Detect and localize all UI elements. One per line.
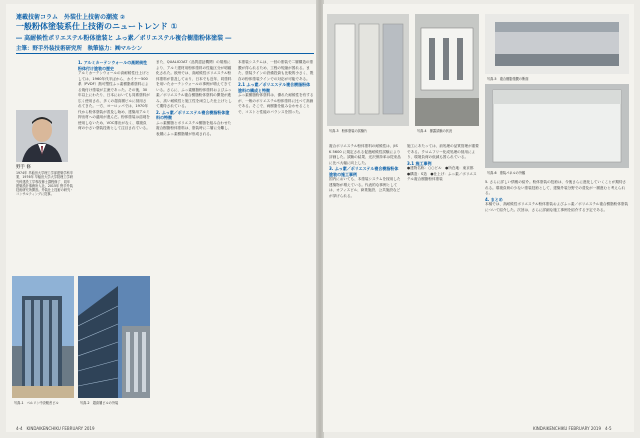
body-text: 施工にあたっては、前処理の品質管理が重要である。クロムフリー化成処理の採用により、環境負荷の低減も図られている。 — [407, 144, 479, 159]
photo-caption: 写真-6 塗装パネルの外観 — [487, 171, 526, 175]
body-text: 国内においても、本塗装システムを採用した建築物が増えている。代表的な事例としては、オフィスビル、商業施設、公共施設などが挙げられる。 — [329, 177, 401, 198]
column-6 — [485, 180, 629, 424]
page-footer: KINDAIKENCHIKU FEBRUARY 2019 4-5 — [533, 426, 612, 431]
article-byline: 主筆：野手外装技術研究所 執筆協力：㈱マルシン — [16, 46, 143, 52]
body-text: アルミカーテンウォールの高耐候性仕上げとしては、1960年代半ばから、カイナー500系（PVDF）熱可塑性ふっ素樹脂系塗料による焼付け塗装が主流であった。その後、30年以上にわたり、日本においても同系塗料が広く使用され、多くの超高層ビルに採用されてきた。一方、ヨーロッパでは、1970年代から粉体塗装が普及し始め、建築用アルミ押出材への適用が進んだ。粉体塗装は溶剤を使用しないため、VOC排出がなく、環境負荷の小さい塗装技術として注目されている。 — [78, 71, 150, 130]
article-title: 一般粉体塗装系仕上技術のニュートレンド ① — [16, 22, 178, 31]
photo-station-building — [12, 276, 74, 398]
column-5 — [407, 144, 479, 424]
photo-test-panels — [327, 14, 409, 126]
photo-caption: 写真-1 ベルリン中央駅舎ビル — [14, 401, 59, 405]
article-subtitle: ― 高耐候性ポリエステル粉体塗装と ふっ素／ポリエステル複合樹脂粉体塗装 ― — [16, 35, 232, 42]
section-heading: 1. アルミカーテンウォールの高耐候性粉体付け塗装の歴史 — [78, 60, 148, 71]
body-text: 5. さらに詳しい情報の紹介。粉体塗装の技術は、今後さらに進化していくことが期待される。環境負荷の少ない塗装技術として、建築外装分野での普及が一層進むと考えられる。 — [485, 180, 627, 195]
photo-caption: 写真-3 粉体塗装の試験片 — [329, 129, 368, 133]
series-label: 連載技術コラム 外装仕上技術の潮流 ② — [16, 14, 126, 21]
body-text: ●建物名称：○○ビル ●所在地：東京都 ●構造：S造 ●仕上げ：ふっ素／ポリエステル複合樹脂粉体塗装 — [407, 166, 478, 181]
section-heading: 2. ふっ素／ポリエステル複合樹脂粉体塗料の特徴 — [156, 109, 230, 120]
photo-caption: 写真-2 超高層ビルの外装 — [80, 401, 119, 405]
column-2 — [156, 60, 232, 430]
column-4 — [329, 144, 401, 424]
section-heading: 3.1 施工事例 — [407, 160, 432, 166]
body-text: 本稿では、高耐候性ポリエステル粉体塗装およびふっ素／ポリエステル複合樹脂粉体塗装について紹介した。次回は、さらに詳細な施工事例を紹介する予定である。 — [485, 202, 629, 212]
author-portrait — [16, 110, 68, 162]
body-text: ふっ素樹脂とポリエステル樹脂を組み合わせた複合樹脂粉体塗料は、塗装時に二層に分離し、表層にふっ素樹脂層が形成される。 — [156, 120, 232, 136]
title-rule — [16, 53, 314, 54]
left-page — [6, 4, 317, 432]
author-name: 野手 修 — [16, 165, 31, 170]
photo-coated-panel — [485, 84, 629, 168]
section-heading: 2.1 ふっ素／ポリエステル複合樹脂粉体塗料の構成と特徴 — [238, 82, 311, 93]
photo-exposure-test — [415, 14, 479, 126]
section-heading: 4. まとめ — [485, 196, 503, 202]
page-footer: 4-4 KINDAIKENCHIKU FEBRUARY 2019 — [16, 426, 95, 431]
body-text: 複合ポリエステル粉体塗料の耐候性は、JIS K 5600 に規定される促進耐候性試験により評価した。試験の結果、光沢保持率は従来品に比べ大幅に向上した。 — [329, 144, 401, 165]
column-3 — [238, 60, 314, 430]
body-text: ふっ素樹脂粉体塗料は、優れた耐候性を有するが、一般のポリエステル粉体塗料に比べて高価である。そこで、両樹脂を組み合わせることで、コストと性能のバランスを図った。 — [238, 93, 314, 114]
column-1 — [78, 60, 150, 260]
photo-caption: 写真-4 暴露試験の状況 — [417, 129, 453, 133]
photo-coating-section — [485, 14, 629, 74]
photo-highrise — [78, 276, 150, 398]
author-bio: 1974年 早稲田大学理工学部建築学科卒業、1976年 早稲田大学大学院理工学研究科建設工学専攻修士課程修了、同年 建築設計事務所入社。2015年 野手外装技術研究所開設。外装仕上技術の研究・コンサルティングに従事。 — [16, 171, 74, 197]
photo-caption: 写真-5 複合樹脂塗膜の断面 — [487, 77, 529, 81]
body-text: 本塗装システムは、一回の塗装で二層構造の塗膜が得られるため、工程の短縮が図れる。また、塗装ラインの設備投資も比較的小さく、既存の粉体塗装ラインでの対応が可能である。 — [238, 60, 314, 81]
body-text: また、QUALICOAT（品質認証機関）の規格により、アルミ建材用粉体塗料の性能区分が明確化された。欧州では、高耐候性ポリエステル粉体塗料が普及しており、日本でも近年、同塗料を用いたカーテンウォールの事例が増えてきている。さらに、ふっ素樹脂粉体塗料およびふっ素／ポリエステル複合樹脂粉体塗料の開発が進み、高い耐候性と施工性を両立した仕上げとして期待されている。 — [156, 60, 232, 108]
right-page — [323, 4, 634, 432]
section-heading: 3. ふっ素／ポリエステル複合樹脂粉体塗装の施工事例 — [329, 166, 399, 177]
